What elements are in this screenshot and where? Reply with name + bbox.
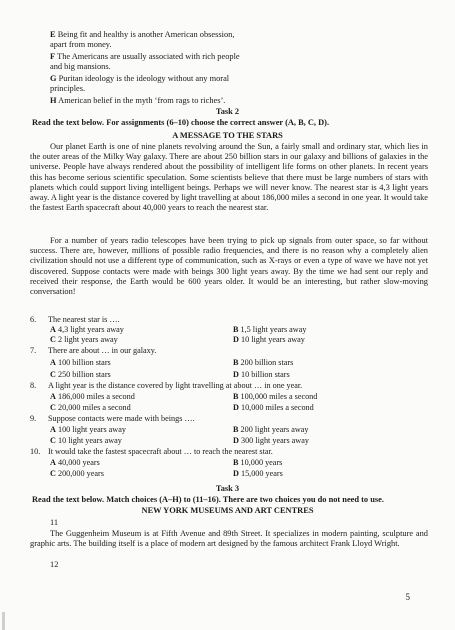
option-text-cont: and big mansions. xyxy=(50,62,111,72)
item-12-number: 12 xyxy=(50,560,59,569)
option-f xyxy=(50,52,395,72)
item-11-number: 11 xyxy=(50,518,59,527)
answer-c: C 200,000 years xyxy=(50,469,104,478)
answer-c: C 250 billion stars xyxy=(50,370,111,379)
answer-a: A 4,3 light years away xyxy=(50,325,124,334)
answer-b: B 200 light years away xyxy=(233,425,309,434)
question-number: 9. xyxy=(30,414,37,423)
answer-a: A 40,000 years xyxy=(50,458,100,467)
option-letter: E xyxy=(50,30,56,39)
option-letter: H xyxy=(50,96,57,105)
question-text: A light year is the distance covered by light travelling at about … in one year. xyxy=(48,381,303,390)
scan-edge-mark xyxy=(2,612,5,630)
option-text-cont: apart from money. xyxy=(50,40,112,50)
task3-title: Task 3 xyxy=(215,484,240,493)
page-number: 5 xyxy=(405,592,410,602)
answer-c: C 10 light years away xyxy=(50,436,122,445)
task2-instruction: Read the text below. For assignments (6–10) choose the correct answer (A, B, C, D). xyxy=(32,118,330,127)
option-text: Puritan ideology is the ideology without any moral xyxy=(58,74,230,83)
option-h xyxy=(50,96,395,106)
answer-a: A 100 billion stars xyxy=(50,358,111,367)
answer-d: D 300 light years away xyxy=(233,436,309,445)
question-text: The nearest star is …. xyxy=(48,315,120,324)
question-number: 8. xyxy=(30,381,37,390)
answer-a: A 100 light years away xyxy=(50,425,126,434)
question-number: 10. xyxy=(30,447,41,456)
option-text-cont: principles. xyxy=(50,84,86,94)
option-e xyxy=(50,30,395,50)
answer-b: B 10,000 years xyxy=(233,458,283,467)
answer-a: A 186,000 miles a second xyxy=(50,392,135,401)
answer-d: D 15,000 years xyxy=(233,469,283,478)
question-text: It would take the fastest spacecraft about … to reach the nearest star. xyxy=(48,447,273,456)
task2-heading: A MESSAGE TO THE STARS xyxy=(172,131,283,140)
option-text: Being fit and healthy is another American obsession, xyxy=(57,30,235,39)
task3-instruction: Read the text below. Match choices (A–H) to (11–16). There are two choices you do not need to use. xyxy=(32,495,384,504)
question-number: 6. xyxy=(30,315,37,324)
answer-d: D 10,000 miles a second xyxy=(233,403,314,412)
answer-b: B 200 billion stars xyxy=(233,358,294,367)
item-11-text: The Guggenheim Museum is at Fifth Avenue and 89th Street. It specializes in modern painting, sculpture and graphic arts. The building itself is a place of modern art designed by the famous architect Frank Lloyd Wright. xyxy=(30,529,428,549)
option-text: The Americans are usually associated with rich people xyxy=(57,52,240,61)
task2-title: Task 2 xyxy=(215,107,240,116)
question-text: Suppose contacts were made with beings …. xyxy=(48,414,195,423)
option-g xyxy=(50,74,395,94)
answer-c: C 20,000 miles a second xyxy=(50,403,131,412)
option-text: American belief in the myth ‘from rags to riches’. xyxy=(58,96,226,105)
answer-d: D 10 light years away xyxy=(233,335,305,344)
answer-c: C 2 light years away xyxy=(50,335,118,344)
task2-paragraph-1: Our planet Earth is one of nine planets revolving around the Sun, a fairly small and ordinary star, which lies in the outer areas of the Milky Way galaxy. There are about 250 billion stars in our galaxy and billions of galaxies in the universe. People have always rendered about the possibility of intelligent life forms on other planets. In recent years this has become serious scientific speculation. Some scientists believe that there must be large numbers of stars with planets which could support living intelligent beings. Perhaps we will never know. The nearest star is 4,3 light years away. A light year is the distance covered by light travelling at about 186,000 miles a second in one year. It would take the fastest Earth spacecraft about 40,000 years to reach the nearest star. xyxy=(30,142,428,213)
question-number: 7. xyxy=(30,346,37,355)
answer-b: B 1,5 light years away xyxy=(233,325,307,334)
option-letter: F xyxy=(50,52,56,61)
answer-b: B 100,000 miles a second xyxy=(233,392,318,401)
question-text: There are about … in our galaxy. xyxy=(48,346,157,355)
option-letter: G xyxy=(50,74,57,83)
task3-heading: NEW YORK MUSEUMS AND ART CENTRES xyxy=(141,506,314,515)
task2-paragraph-2: For a number of years radio telescopes have been trying to pick up signals from outer space, so far without success. There are, however, millions of possible radio frequencies, and there is no reason why a completely alien civilization should not use a different type of communication, such as X-rays or even a type of wave we have not yet discovered. Suppose contacts were made with beings 300 light years away. By the time we had sent our reply and received their response, the Earth would be 600 years older. It would be an interesting, but rather slow-moving conversation! xyxy=(30,236,428,297)
answer-d: D 10 billion stars xyxy=(233,370,290,379)
